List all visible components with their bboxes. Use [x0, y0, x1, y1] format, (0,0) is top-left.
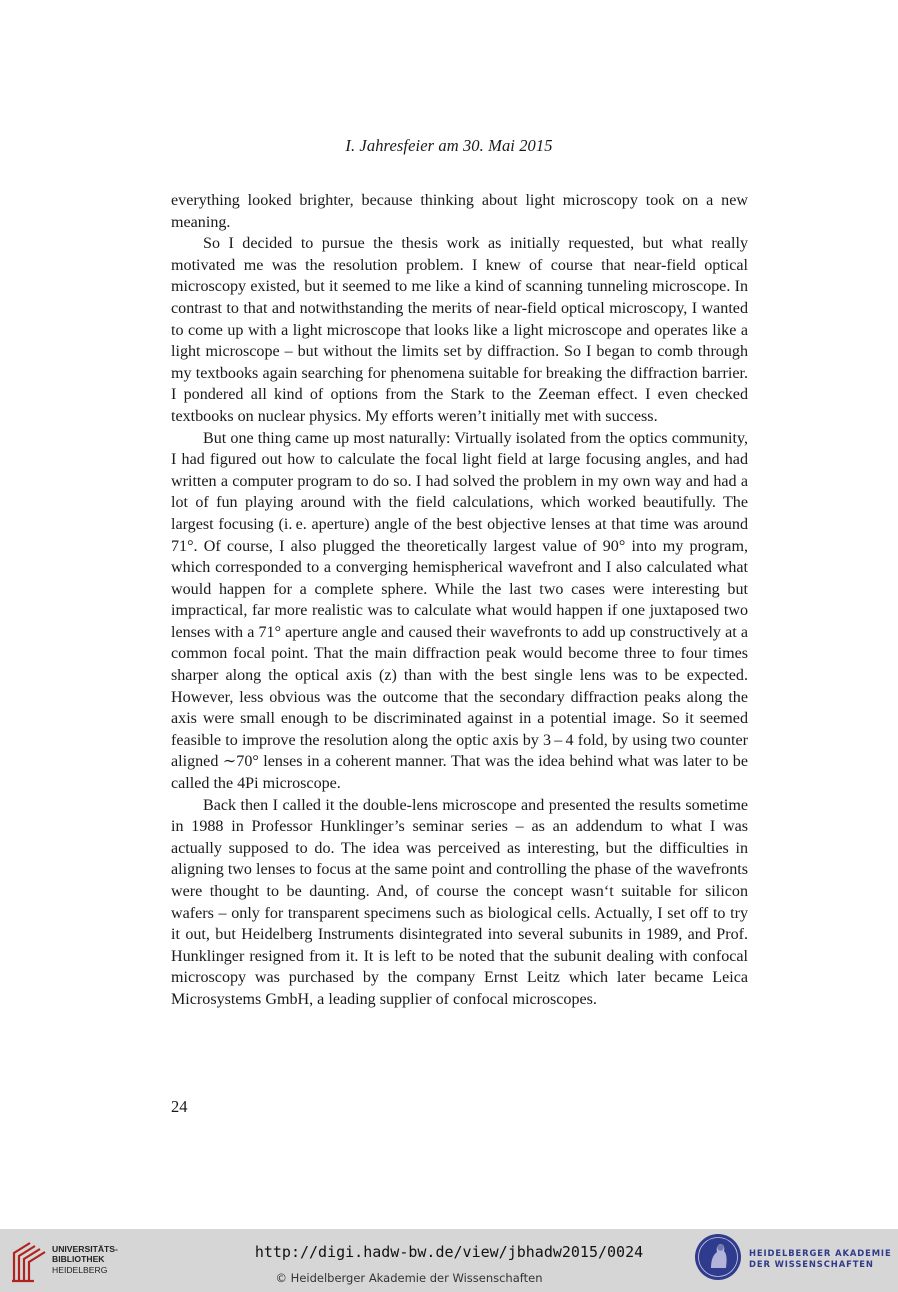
university-library-name[interactable]: UNIVERSITÄTS- BIBLIOTHEK HEIDELBERG — [52, 1244, 118, 1275]
running-head: I. Jahresfeier am 30. Mai 2015 — [345, 136, 553, 155]
copyright-notice: © Heidelberger Akademie der Wissenschaften — [275, 1271, 543, 1285]
footer-bar — [0, 1229, 898, 1292]
page-number: 24 — [171, 1097, 188, 1116]
body-text — [171, 190, 748, 1011]
academy-seal-icon[interactable] — [694, 1233, 742, 1281]
permalink-url[interactable]: http://digi.hadw-bw.de/view/jbhadw2015/0024 — [254, 1243, 644, 1261]
paragraph: So I decided to pursue the thesis work as initially requested, but what really motivated me was the resolution problem. I knew of course that near-field optical microscopy existed, but it seemed to me like a kind of scanning tunneling microscope. In contrast to that and notwithstanding the merits of near-field optical microscopy, I wanted to come up with a light microscope that looks like a light microscope and operates like a light microscope – but without the limits set by diffraction. So I began to comb through my textbooks again searching for phenomena suitable for breaking the diffraction barrier. I pondered all kind of options from the Stark to the Zeeman effect. I even checked textbooks on nuclear physics. My efforts weren’t initially met with success. — [171, 235, 748, 425]
paragraph: But one thing came up most naturally: Virtually isolated from the optics community, I had figured out how to calculate the focal light field at large focusing angles, and had written a computer program to do so. I had solved the problem in my own way and had a lot of fun playing around with the field calculations, which worked beautifully. The largest focusing (i. e. aperture) angle of the best objective lenses at that time was around 71°. Of course, I also plugged the theoretically largest value of 90° into my program, which corresponded to a converging hemispherical wavefront and I also calculated what would happen for a complete sphere. While the last two cases were interesting but impractical, far more realistic was to calculate what would happen if one juxtaposed two lenses with a 71° aperture angle and caused their wavefronts to add up constructively at a common focal point. That the main diffraction peak would become three to four times sharper along the optical axis (z) than with the best single lens was to be expected. However, less obvious was the outcome that the secondary diffraction peaks along the axis were small enough to be discriminated against in a potential image. So it seemed feasible to improve the resolution along the optic axis by 3 – 4 fold, by using two counter aligned ∼70° lenses in a coherent manner. That was the idea behind what was later to be called the 4Pi microscope. — [171, 429, 748, 793]
paragraph: Back then I called it the double-lens microscope and presented the results sometime in 1988 in Professor Hunklinger’s seminar series – as an addendum to what I was actually supposed to do. The idea was perceived as interesting, but the difficulties in aligning two lenses to focus at the same point and controlling the phase of the wavefronts were thought to be daunting. And, of course the concept wasn‘t suitable for silicon wafers – only for transparent specimens such as biological cells. Actually, I set off to try it out, but Heidelberg Instruments disintegrated into several subunits in 1989, and Prof. Hunklinger resigned from it. It is left to be noted that the subunit dealing with confocal microscopy was purchased by the company Ernst Leitz which later became Leica Microsystems GmbH, a leading supplier of confocal microscopes. — [171, 796, 748, 1008]
paragraph-continued: everything looked brighter, because thinking about light microscopy took on a new meaning. — [171, 192, 748, 231]
academy-name[interactable]: HEIDELBERGER AKADEMIE DER WISSENSCHAFTEN — [749, 1248, 892, 1269]
